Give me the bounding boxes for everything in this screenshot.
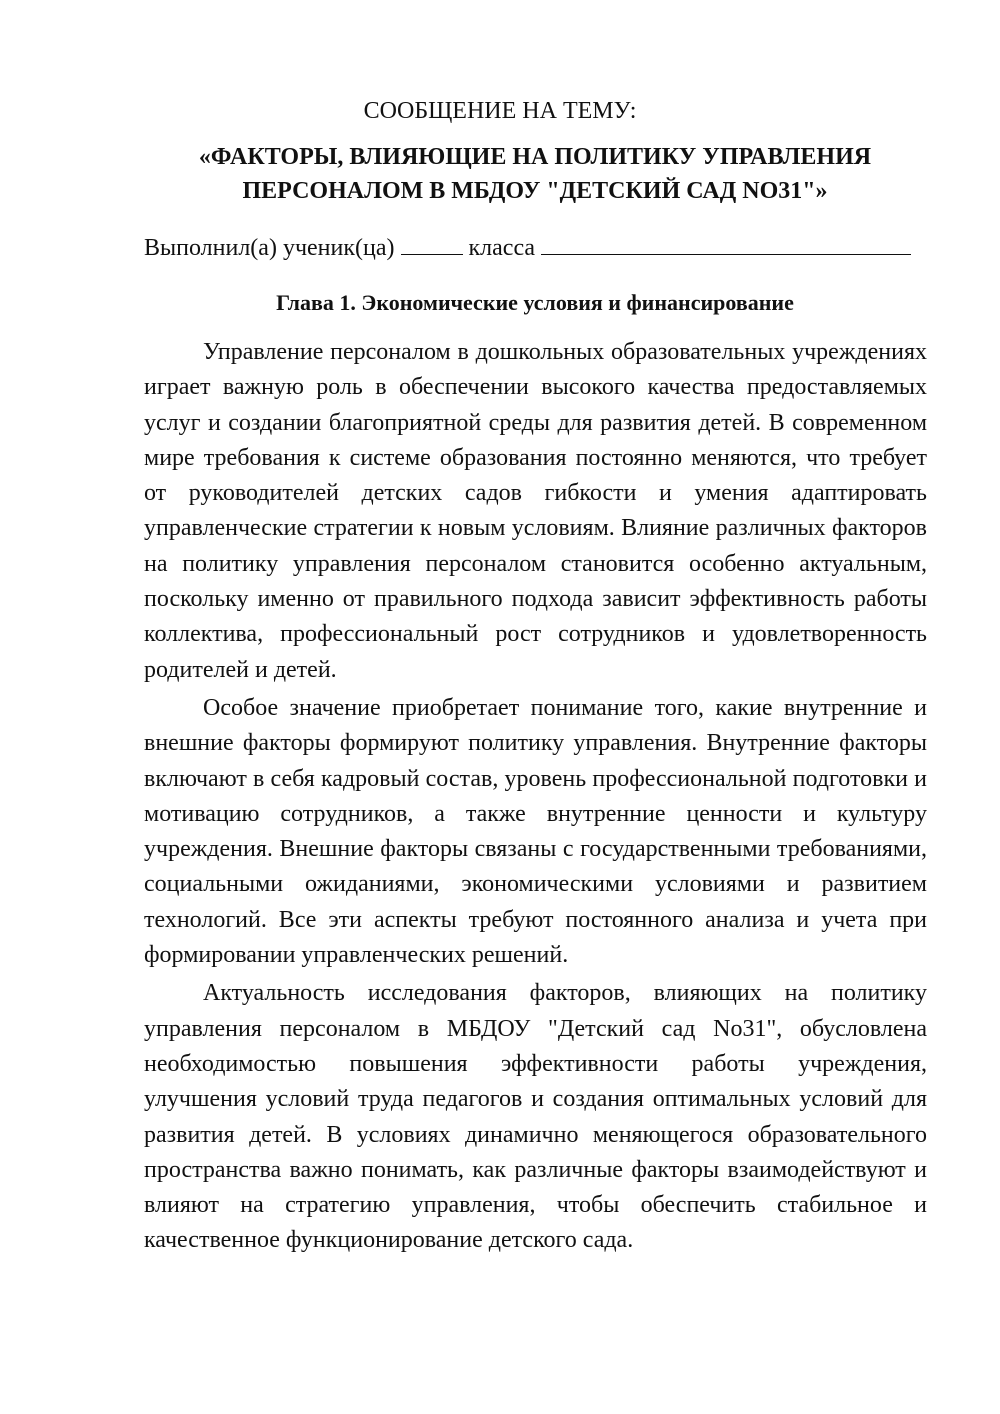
class-number-blank bbox=[401, 232, 463, 255]
title-line-1: «ФАКТОРЫ, ВЛИЯЮЩИЕ НА ПОЛИТИКУ УПРАВЛЕНИЯ bbox=[198, 144, 872, 170]
paragraph-1: Управление персоналом в дошкольных образовательных учреждениях играет важную роль в обеспечении высокого качества предоставляемых услуг и создании благоприятной среды для развития детей. В современном мире требования к системе образования постоянно меняются, что требует от руководителей детских садов гибкости и умения адаптировать управленческие стратегии к новым условиям. Влияние различных факторов на политику управления персоналом становится особенно актуальным, поскольку именно от правильного подхода зависит эффективность работы коллектива, профессиональный рост сотрудников и удовлетворенность родителей и детей. bbox=[144, 339, 927, 683]
paragraph-3: Актуальность исследования факторов, влияющих на политику управления персоналом в МБДОУ "Детский сад No31", обусловлена необходимостью повышения эффективности работы учреждения, улучшения условий труда педагогов и создания оптимальных условий для развития детей. В условиях динамично меняющегося образовательного пространства важно понимать, как различные факторы взаимодействуют и влияют на стратегию управления, чтобы обеспечить стабильное и качественное функционирование детского сада. bbox=[144, 980, 927, 1254]
author-line bbox=[144, 232, 926, 263]
title-line-2: ПЕРСОНАЛОМ В МБДОУ "ДЕТСКИЙ САД NO31"» bbox=[242, 178, 828, 204]
chapter-title: Глава 1. Экономические условия и финансирование bbox=[276, 290, 794, 315]
author-class-word: класса bbox=[468, 235, 536, 261]
body-text bbox=[144, 335, 927, 1259]
document-header: СООБЩЕНИЕ НА ТЕМУ: bbox=[363, 98, 637, 124]
author-name-blank bbox=[541, 232, 911, 255]
paragraph-2: Особое значение приобретает понимание того, какие внутренние и внешние факторы формируют политику управления. Внутренние факторы включают в себя кадровый состав, уровень профессиональной подготовки и мотивацию сотрудников, а также внутренние ценности и культуру учреждения. Внешние факторы связаны с государственными требованиями, социальными ожиданиями, экономическими условиями и развитием технологий. Все эти аспекты требуют постоянного анализа и учета при формировании управленческих решений. bbox=[144, 694, 927, 969]
author-prefix: Выполнил(а) ученик(ца) bbox=[144, 235, 395, 261]
